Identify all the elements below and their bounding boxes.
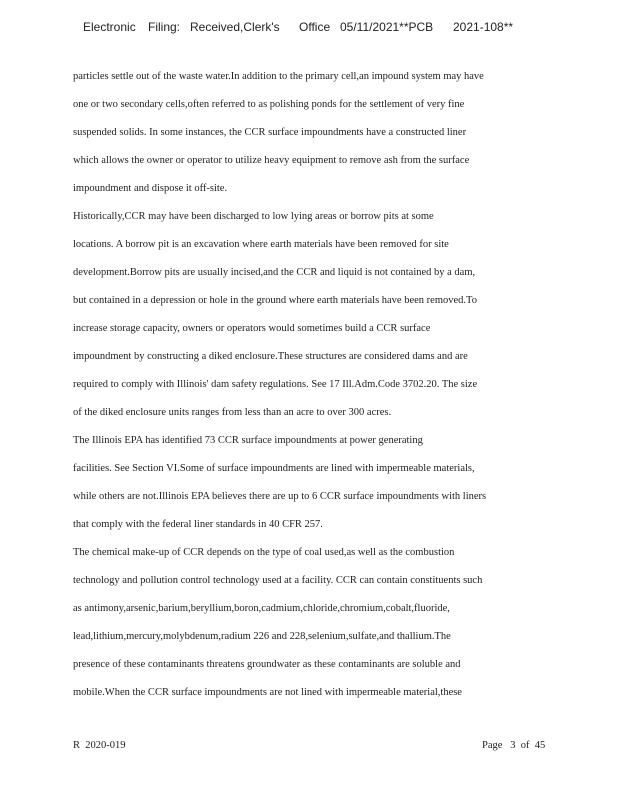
body-line: locations. A borrow pit is an excavation where earth materials have been removed for site [73, 239, 449, 250]
header-office: Office [299, 20, 331, 34]
header-case-number: 2021-108** [453, 20, 514, 34]
body-line: technology and pollution control technology used at a facility. CCR can contain constituents such [73, 575, 483, 586]
body-line: while others are not.Illinois EPA believes there are up to 6 CCR surface impoundments with liners [73, 491, 487, 502]
body-line: facilities. See Section VI.Some of surface impoundments are lined with impermeable materials, [73, 463, 475, 474]
body-line: The Illinois EPA has identified 73 CCR surface impoundments at power generating [73, 435, 423, 446]
body-line: but contained in a depression or hole in the ground where earth materials have been removed.To [73, 295, 477, 306]
body-line: as antimony,arsenic,barium,beryllium,boron,cadmium,chloride,chromium,cobalt,fluoride, [73, 603, 450, 614]
body-line: impoundment by constructing a diked enclosure.These structures are considered dams and are [73, 351, 468, 362]
body-line: impoundment and dispose it off-site. [73, 183, 228, 194]
body-line: that comply with the federal liner standards in 40 CFR 257. [73, 519, 323, 530]
body-line: of the diked enclosure units ranges from less than an acre to over 300 acres. [73, 407, 392, 418]
footer-page-number: Page 3 of 45 [482, 740, 546, 751]
body-line: particles settle out of the waste water.In addition to the primary cell,an impound system may have [73, 71, 484, 82]
body-line: Historically,CCR may have been discharged to low lying areas or borrow pits at some [73, 211, 434, 222]
body-line: mobile.When the CCR surface impoundments are not lined with impermeable material,these [73, 687, 462, 698]
body-line: presence of these contaminants threatens groundwater as these contaminants are soluble and [73, 659, 461, 670]
body-line: development.Borrow pits are usually incised,and the CCR and liquid is not contained by a dam, [73, 267, 476, 278]
body-line: increase storage capacity, owners or operators would sometimes build a CCR surface [73, 323, 431, 334]
body-line: The chemical make-up of CCR depends on the type of coal used,as well as the combustion [73, 547, 455, 558]
body-line: one or two secondary cells,often referred to as polishing ponds for the settlement of very fine [73, 99, 465, 110]
header-received-clerks: Received,Clerk's [190, 20, 280, 34]
body-line: required to comply with Illinois' dam safety regulations. See 17 Ill.Adm.Code 3702.20. The size [73, 379, 478, 390]
body-line: suspended solids. In some instances, the CCR surface impoundments have a constructed liner [73, 127, 467, 138]
page-footer [0, 740, 618, 754]
body-line: which allows the owner or operator to utilize heavy equipment to remove ash from the surface [73, 155, 470, 166]
body-line: lead,lithium,mercury,molybdenum,radium 226 and 228,selenium,sulfate,and thallium.The [73, 631, 451, 642]
header-filing: Filing: [148, 20, 181, 34]
footer-docket: R 2020-019 [73, 740, 126, 751]
header-date-pcb: 05/11/2021**PCB [340, 20, 434, 34]
header-electronic: Electronic [83, 20, 136, 34]
page-header [0, 20, 618, 38]
